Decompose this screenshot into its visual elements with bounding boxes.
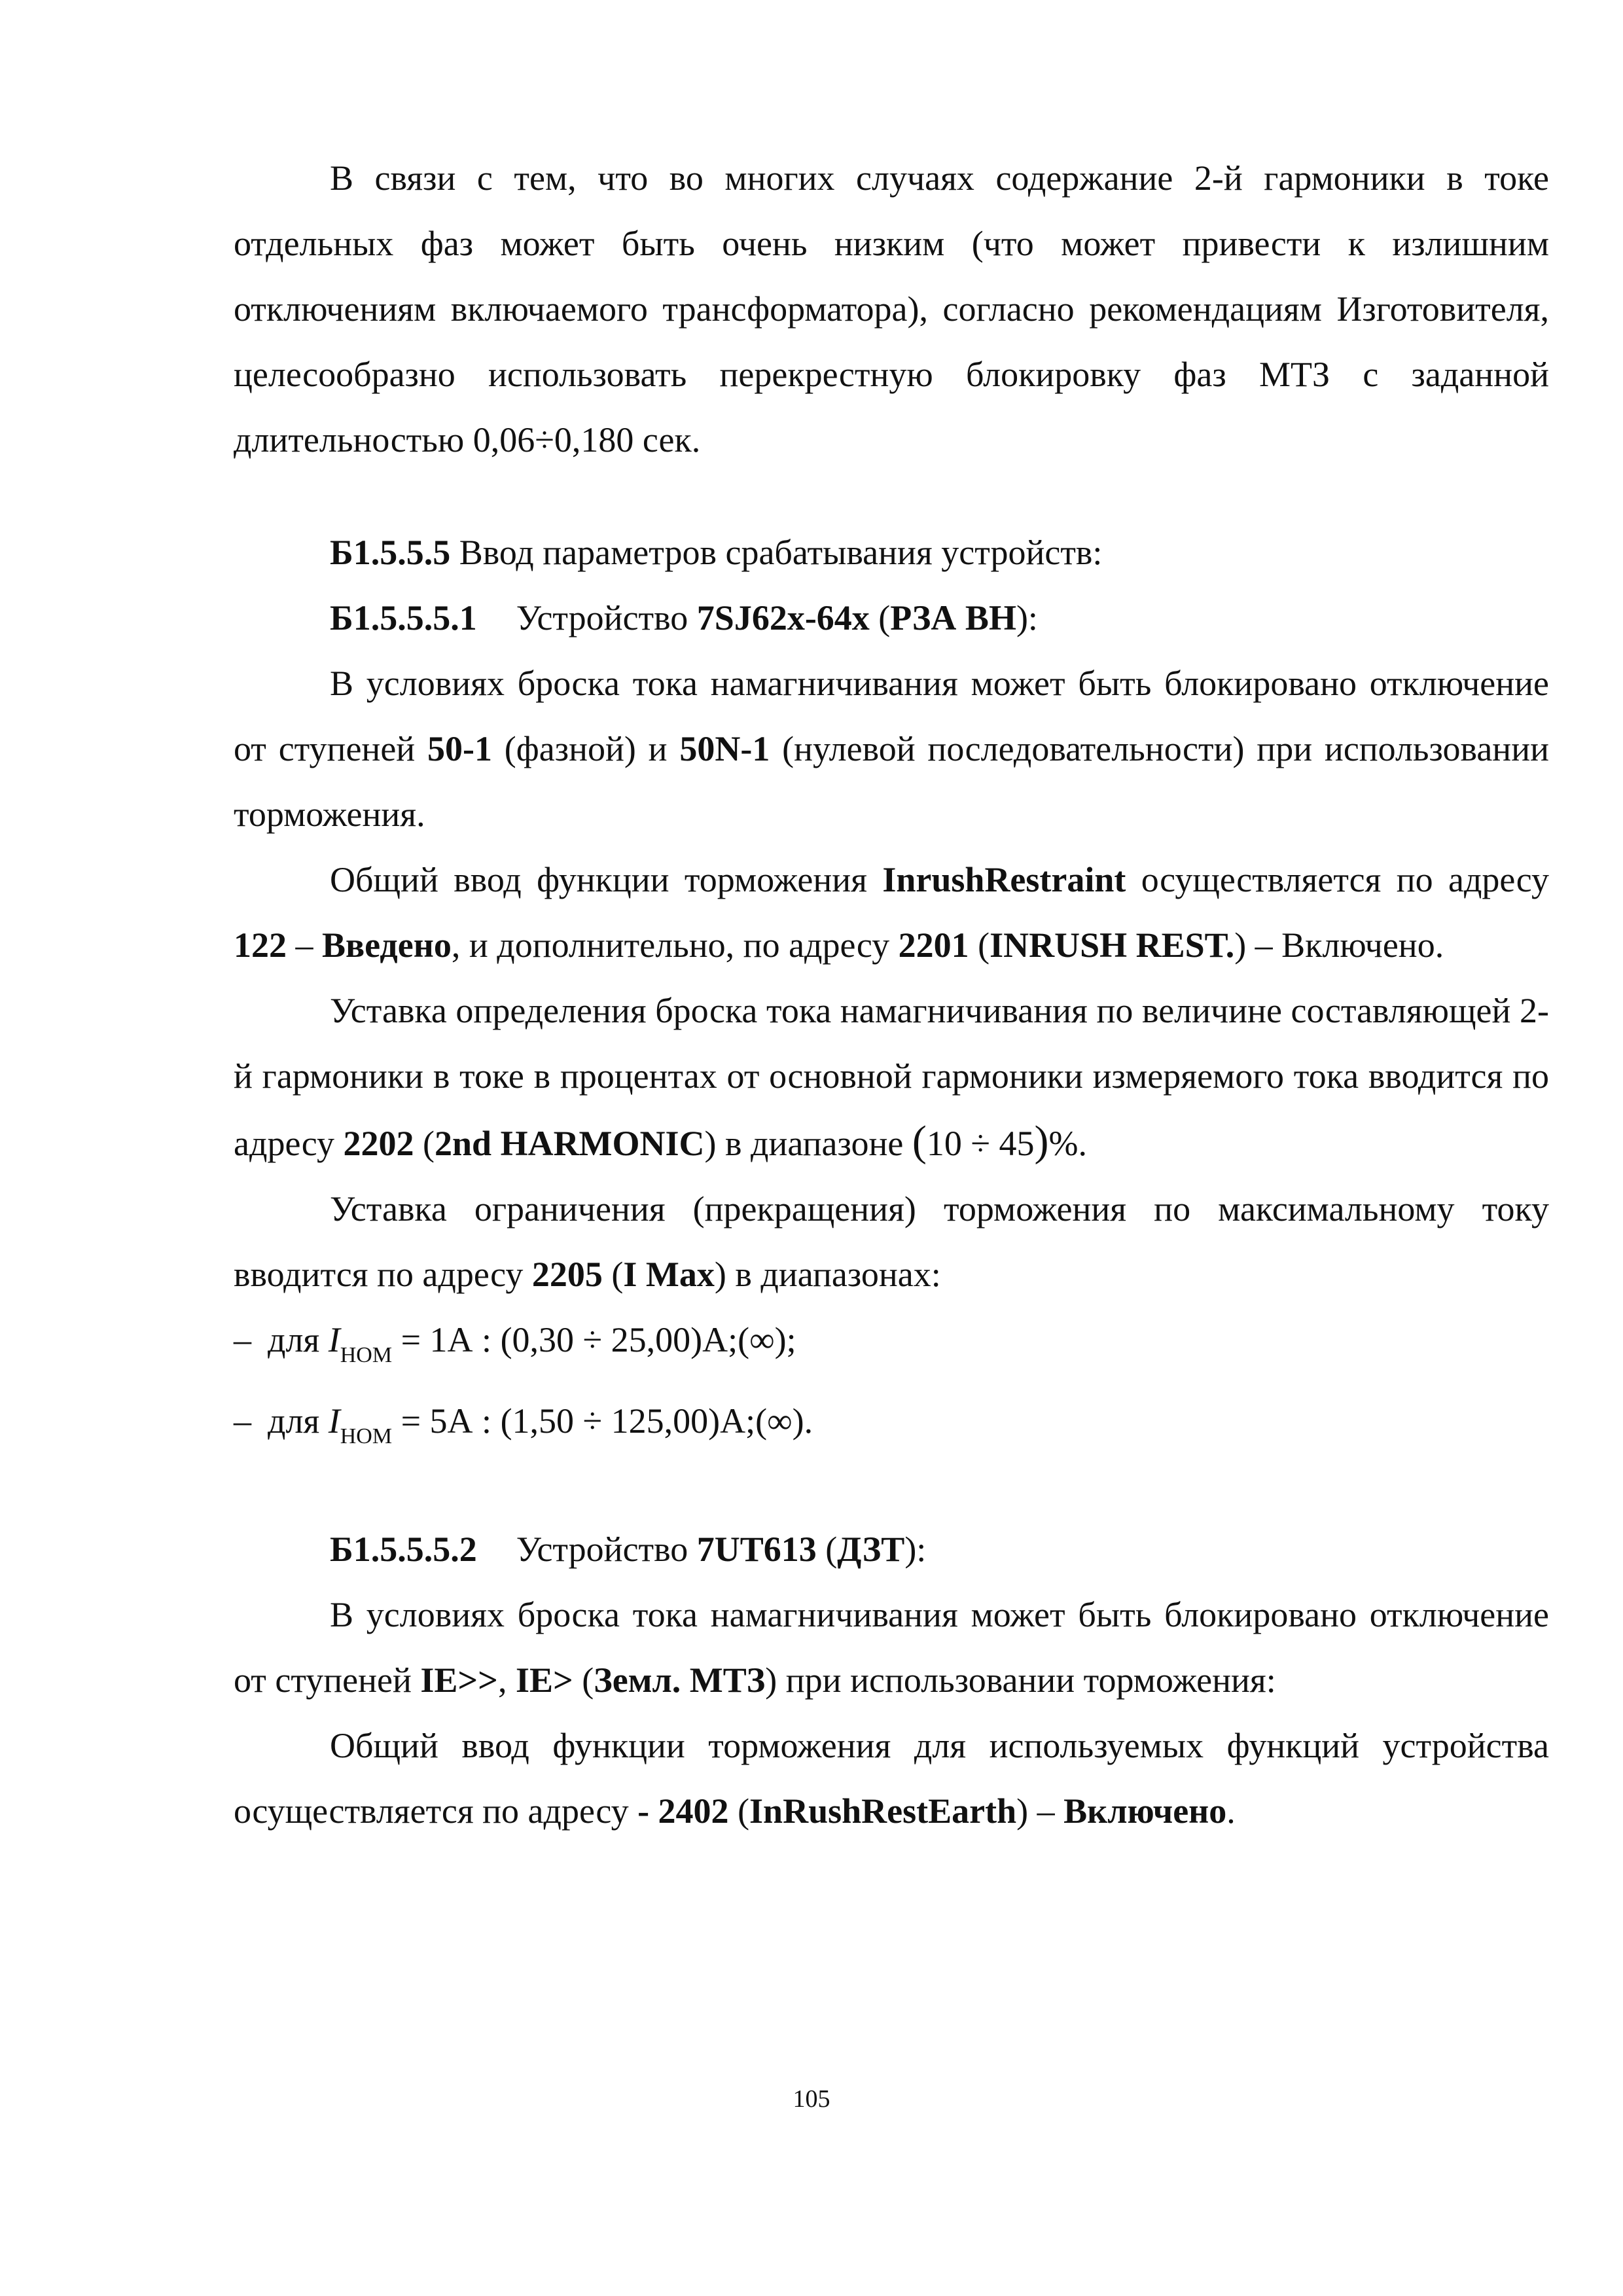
section-number: Б1.5.5.5.2 [330, 1530, 477, 1569]
page-number: 105 [793, 2085, 830, 2113]
section-title: Ввод параметров срабатывания устройств: [450, 533, 1103, 572]
device-abbr: РЗА ВН [890, 598, 1016, 637]
section-number: Б1.5.5.5.1 [330, 598, 477, 637]
device-abbr: ДЗТ [837, 1530, 905, 1569]
inom-formula: $I_{НОМ} = 5А$ : (1,50 ÷ 125,00)А;(∞). [328, 1401, 813, 1448]
section-heading-b155551: Б1.5.5.5.1 Устройство 7SJ62x-64x (РЗА ВН): [330, 598, 1038, 637]
section-number: Б1.5.5.5 [330, 533, 451, 572]
paragraph-2nd-harmonic: Уставка определения броска тока намагничивания по величине составляющей 2-й гармоники в токе в процентах от основной гармоники измеряемого тока вводится по адресу 2202 (2nd HARMONIC) в диапазоне (10 ÷ 45)%. [234, 991, 1549, 1165]
paragraph-inrush-restraint: Общий ввод функции торможения InrushRestraint осуществляется по адресу 122 – Введено, и дополнительно, по адресу 2201 (INRUSH REST.) – Включено. [234, 860, 1549, 965]
section-heading-b15555 [234, 520, 1549, 585]
paragraph-crossblock: В связи с тем, что во многих случаях содержание 2-й гармоники в токе отдельных фаз может быть очень низким (что может привести к излишним отключениям включаемого трансформатора), согласно рекомендациям Изготовителя, целесообразно использовать перекрестную блокировку фаз МТЗ с заданной длительностью 0,06÷0,180 сек. [234, 158, 1549, 459]
device-name: 7UT613 [696, 1530, 817, 1569]
harmonic-range-formula: (10 ÷ 45)%. [912, 1117, 1087, 1165]
body-text [234, 145, 1549, 1844]
section-heading-b155552: Б1.5.5.5.2 Устройство 7UT613 (ДЗТ): [330, 1530, 927, 1569]
list-item: – для $I_{НОМ} = 5А$ : (1,50 ÷ 125,00)А;(∞). [234, 1401, 813, 1448]
device-name: 7SJ62x-64x [696, 598, 870, 637]
paragraph-inrush-block-7sj: В условиях броска тока намагничивания может быть блокировано отключение от ступеней 50-1 (фазной) и 50N-1 (нулевой последовательности) при использовании торможения. [234, 664, 1550, 834]
paragraph-inrush-earth: Общий ввод функции торможения для используемых функций устройства осуществляется по адресу - 2402 (InRushRestEarth) – Включено. [234, 1726, 1549, 1831]
paragraph-inrush-block-7ut: В условиях броска тока намагничивания может быть блокировано отключение от ступеней IE>>, IE> (Земл. МТЗ) при использовании торможения: [234, 1595, 1549, 1700]
paragraph-imax: Уставка ограничения (прекращения) торможения по максимальному току вводится по адресу 2205 (I Max) в диапазонах: [234, 1189, 1549, 1294]
inom-formula: $I_{НОМ} = 1А$ : (0,30 ÷ 25,00)А;(∞); [328, 1320, 796, 1367]
list-item: – для $I_{НОМ} = 1А$ : (0,30 ÷ 25,00)А;(∞); [234, 1320, 796, 1367]
